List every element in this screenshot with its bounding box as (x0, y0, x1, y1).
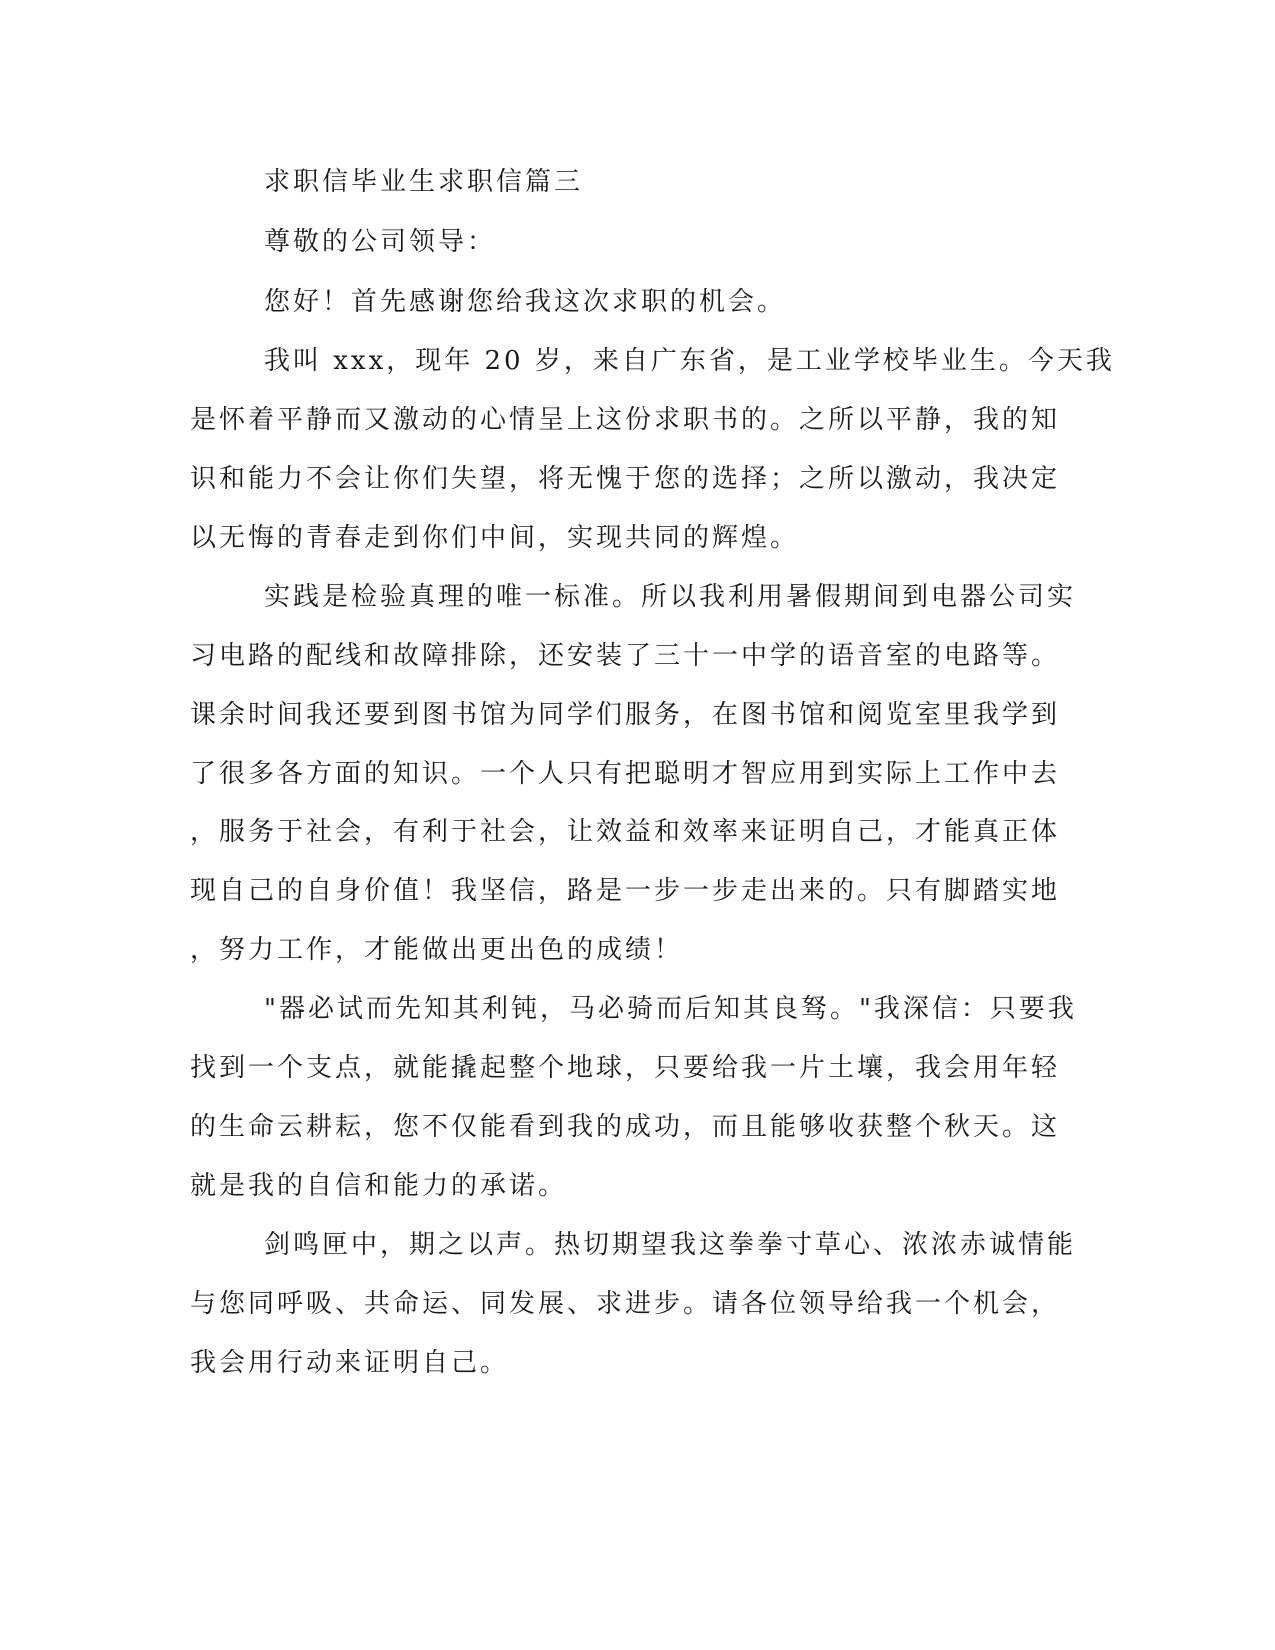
paragraph-line: ，服务于社会，有利于社会，让效益和效率来证明自己，才能真正体 (190, 817, 1061, 847)
paragraph-line: 习电路的配线和故障排除，还安装了三十一中学的语音室的电路等。 (190, 641, 1061, 671)
paragraph-line: "器必试而先知其利钝，马必骑而后知其良驽。"我深信：只要我 (264, 994, 1077, 1024)
paragraph-line: 了很多各方面的知识。一个人只有把聪明才智应用到实际上工作中去 (190, 759, 1061, 789)
paragraph-line: 是怀着平静而又激动的心情呈上这份求职书的。之所以平静，我的知 (190, 405, 1061, 435)
greeting: 您好！首先感谢您给我这次求职的机会。 (264, 287, 787, 317)
paragraph-line: 的生命云耕耘，您不仅能看到我的成功，而且能够收获整个秋天。这 (190, 1112, 1061, 1142)
salutation: 尊敬的公司领导： (264, 227, 497, 257)
document-title: 求职信毕业生求职信篇三 (264, 167, 584, 197)
paragraph-line: 我会用行动来证明自己。 (190, 1348, 510, 1378)
paragraph-line: 实践是检验真理的唯一标准。所以我利用暑假期间到电器公司实 (264, 582, 1077, 612)
paragraph-line: 我叫 xxx，现年 20 岁，来自广东省，是工业学校毕业生。今天我 (264, 346, 1115, 376)
paragraph-line: 课余时间我还要到图书馆为同学们服务，在图书馆和阅览室里我学到 (190, 700, 1061, 730)
paragraph-line: 现自己的自身价值！我坚信，路是一步一步走出来的。只有脚踏实地 (190, 876, 1061, 906)
paragraph-line: 剑鸣匣中，期之以声。热切期望我这拳拳寸草心、浓浓赤诚情能 (264, 1230, 1077, 1260)
paragraph-line: 找到一个支点，就能撬起整个地球，只要给我一片土壤，我会用年轻 (190, 1053, 1061, 1083)
paragraph-line: ，努力工作，才能做出更出色的成绩！ (190, 935, 684, 965)
paragraph-line: 就是我的自信和能力的承诺。 (190, 1171, 568, 1201)
paragraph-line: 以无悔的青春走到你们中间，实现共同的辉煌。 (190, 523, 800, 553)
paragraph-line: 识和能力不会让你们失望，将无愧于您的选择；之所以激动，我决定 (190, 464, 1061, 494)
paragraph-line: 与您同呼吸、共命运、同发展、求进步。请各位领导给我一个机会， (190, 1289, 1061, 1319)
